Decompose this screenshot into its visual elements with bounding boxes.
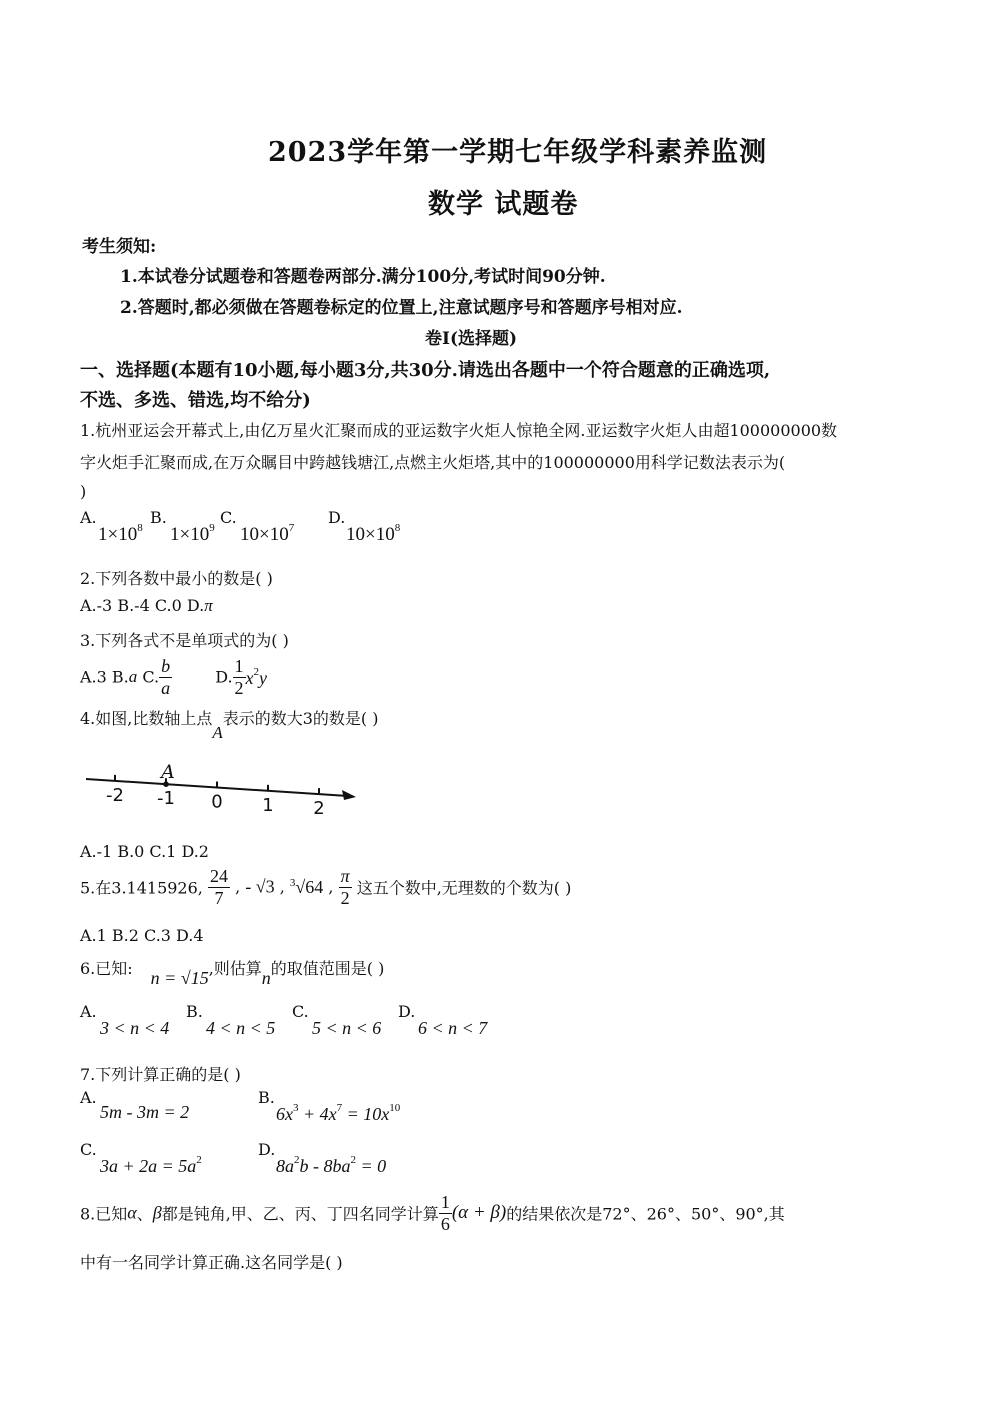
part1-heading-line1: 一、选择题(本题有10小题,每小题3分,共30分.请选出各题中一个符合题意的正确选项, [80, 360, 771, 381]
number-line-tick-label: 1 [262, 794, 274, 816]
q8-stem-line2: 中有一名同学计算正确.这名同学是( ) [80, 1253, 343, 1272]
q6-option-a: 3 < n < 4 [100, 1018, 170, 1038]
q6-stem: 6.已知: n = √15,则估算n的取值范围是( ) [80, 959, 385, 988]
number-line-tick-label: 2 [313, 798, 325, 820]
q5-options: A.1 B.2 C.3 D.4 [80, 926, 204, 945]
section-title: 卷Ⅰ(选择题) [425, 329, 518, 349]
q7-option-c-label: C. [80, 1140, 97, 1159]
q6-option-d-label: D. [398, 1002, 416, 1021]
q7-option-b-label: B. [258, 1088, 275, 1107]
q3-option-c-fraction: $\frac{b}{a}$ [161, 656, 171, 698]
q3-option-d-fraction: $\frac{1}{2}$ [234, 656, 244, 698]
q4-point-label: A [212, 723, 223, 742]
q6-option-c-label: C. [292, 1002, 309, 1021]
q1-option-d-label: D. [328, 508, 346, 527]
q5-fraction-pi-2: $\frac{\pi}{2}$ [340, 866, 350, 908]
q7-option-c: $3a + 2a = 5a^2$ [100, 1154, 202, 1176]
q5-neg-sqrt3: - √3 [245, 876, 275, 897]
q6-option-a-label: A. [80, 1002, 97, 1021]
notice-item-1: 1.本试卷分试题卷和答题卷两部分.满分100分,考试时间90分钟. [120, 267, 606, 287]
number-line-point-a-label: A [161, 761, 175, 784]
number-line-tick-label: 0 [211, 791, 223, 813]
q7-option-d-label: D. [258, 1140, 276, 1159]
pi-symbol: π [204, 596, 213, 615]
q1-option-c-label: C. [220, 508, 237, 527]
q5-fraction-24-7: $\frac{24}{7}$ [209, 866, 228, 908]
q7-option-a: 5m - 3m = 2 [100, 1102, 190, 1122]
q8-stem-line1: 8.已知α、β都是钝角,甲、乙、丙、丁四名同学计算 $\frac{1}{6}$ (α + β)的结果依次是72°、26°、50°、90°,其 [80, 1192, 785, 1234]
q6-option-b-label: B. [186, 1002, 203, 1021]
q1-line3: ) [80, 482, 87, 501]
q6-option-b: 4 < n < 5 [206, 1018, 276, 1038]
q2-stem: 2.下列各数中最小的数是( ) [80, 569, 273, 588]
part1-heading-line2: 不选、多选、错选,均不给分) [80, 390, 311, 411]
q1-option-a-label: A. [80, 508, 97, 527]
q1-option-b-label: B. [150, 508, 167, 527]
notice-item-2: 2.答题时,都必须做在答题卷标定的位置上,注意试题序号和答题序号相对应. [120, 298, 683, 318]
q1-option-a: $1\times 10^8$ [98, 522, 143, 545]
q3-options: A.3 B.a C. $\frac{b}{a}$ D. $\frac{1}{2}$ $x^2y$ [80, 656, 268, 698]
q6-option-c: 5 < n < 6 [312, 1018, 382, 1038]
q1-line2: 字火炬手汇聚而成,在万众瞩目中跨越钱塘江,点燃主火炬塔,其中的100000000用科学记数法表示为( [80, 453, 786, 472]
q3-stem: 3.下列各式不是单项式的为( ) [80, 631, 289, 650]
q8-alpha-plus-beta: (α + β) [451, 1202, 507, 1224]
notice-heading: 考生须知: [82, 237, 157, 257]
q1-option-d: $10\times 10^8$ [346, 522, 401, 545]
number-line-tick-label: -2 [106, 784, 124, 806]
number-line-arrow [342, 790, 356, 800]
q4-stem: 4.如图,比数轴上点A表示的数大3的数是( ) [80, 709, 379, 742]
q6-option-d: 6 < n < 7 [418, 1018, 488, 1038]
q7-stem: 7.下列计算正确的是( ) [80, 1065, 241, 1084]
q5-stem: 5.在3.1415926, $\frac{24}{7}$ , - √3 , $^3$√64 , $\frac{\pi}{2}$ 这五个数中,无理数的个数为( ) [80, 866, 572, 908]
q1-line1: 1.杭州亚运会开幕式上,由亿万星火汇聚而成的亚运数字火炬人惊艳全网.亚运数字火炬人由超100000000数 [80, 421, 838, 440]
q2-options: A.-3 B.-4 C.0 D.π [80, 596, 213, 615]
q4-options: A.-1 B.0 C.1 D.2 [80, 842, 209, 861]
number-line-figure [80, 752, 380, 822]
q1-option-c: $10\times 10^7$ [240, 522, 295, 545]
q6-expression: n = √15 [150, 968, 209, 988]
page-subtitle: 数学 试题卷 [428, 189, 579, 220]
q5-cube-root: $^3$√64 [289, 876, 324, 897]
q7-option-b: $6x^3 + 4x^7 = 10x^{10}$ [276, 1102, 401, 1124]
q8-fraction-1-6: $\frac{1}{6}$ [440, 1192, 450, 1234]
q7-option-a-label: A. [80, 1088, 97, 1107]
q7-option-d: $8a^2b - 8ba^2 = 0$ [276, 1154, 387, 1176]
q1-option-b: $1\times 10^9$ [170, 522, 215, 545]
page-title: 2023学年第一学期七年级学科素养监测 [268, 137, 768, 168]
number-line-tick-label: -1 [157, 788, 175, 810]
